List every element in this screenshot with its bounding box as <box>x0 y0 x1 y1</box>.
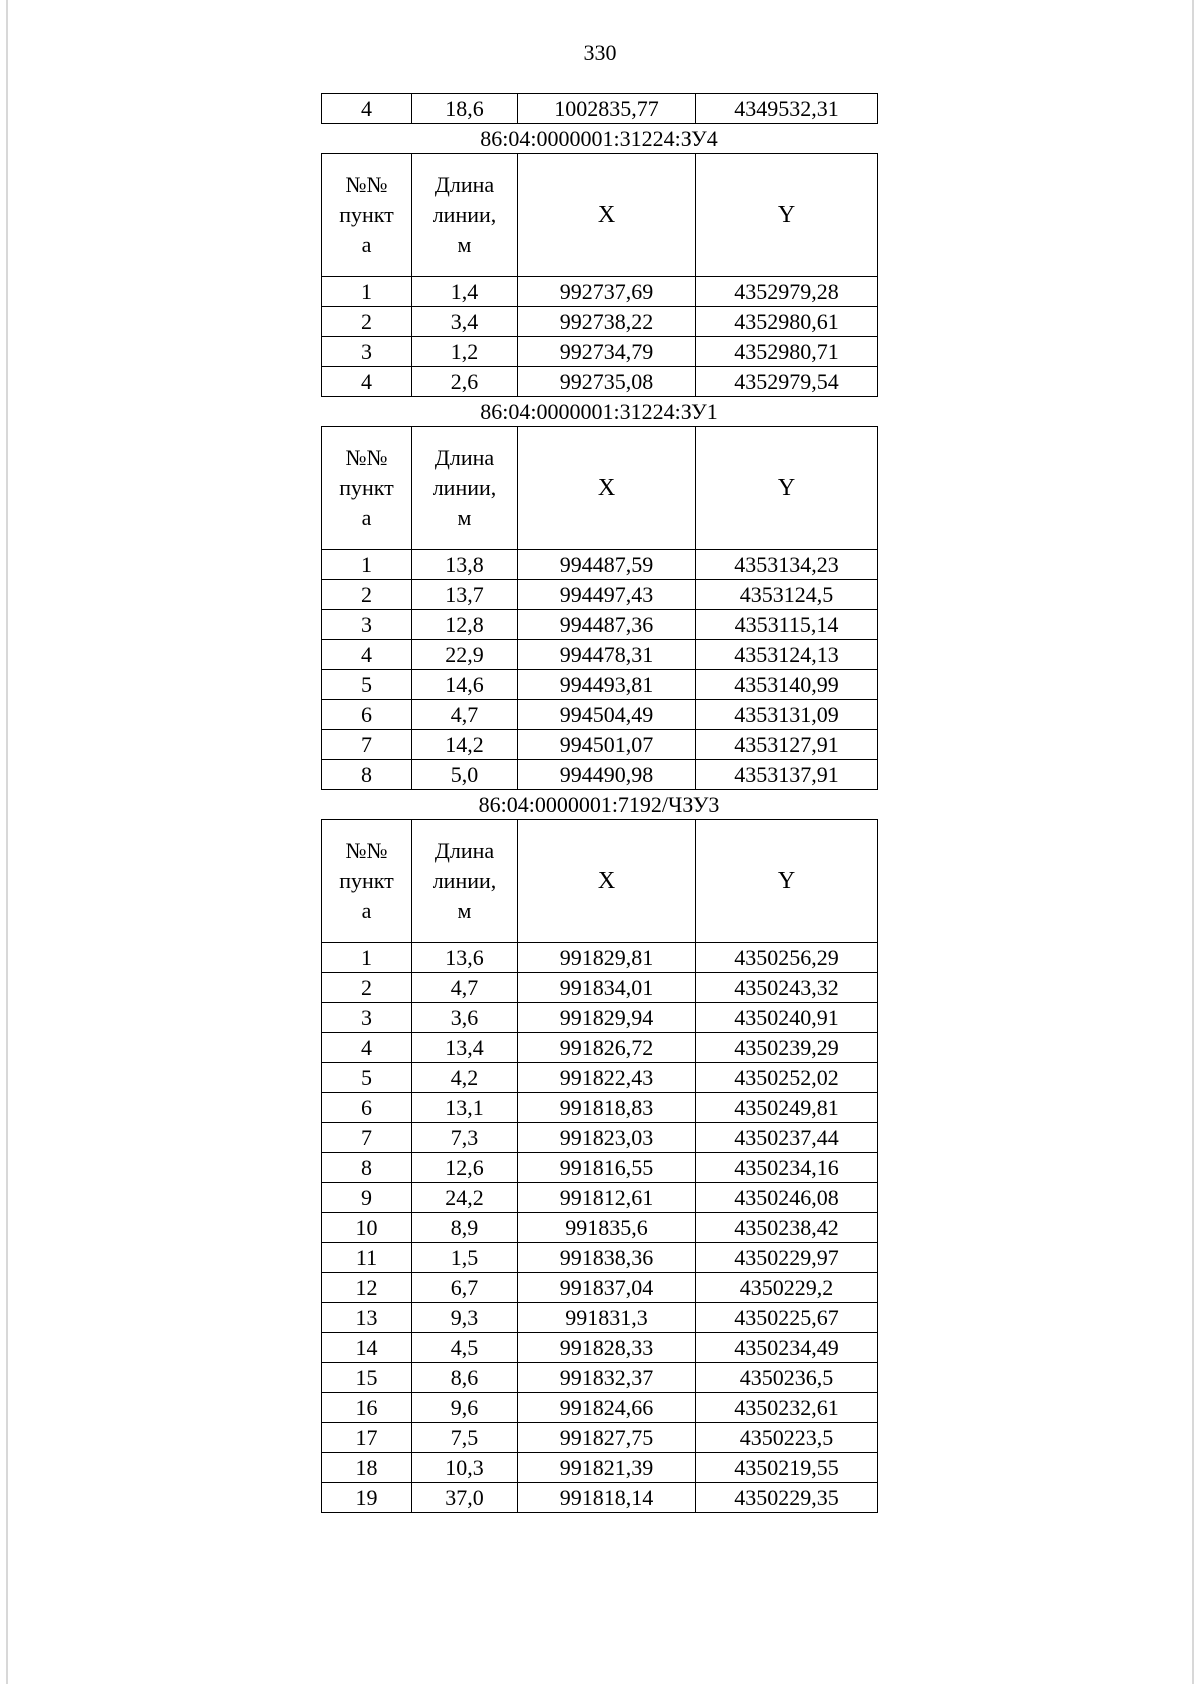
header-line-length <box>412 820 518 943</box>
header-line-length <box>412 154 518 277</box>
header-y: Y <box>696 427 878 550</box>
page-number: 330 <box>583 40 617 65</box>
coordinate-tables <box>321 93 877 1513</box>
point-number-cell: 14 <box>322 1333 412 1363</box>
table-row <box>322 1303 878 1333</box>
table-row <box>322 1213 878 1243</box>
point-number-cell: 17 <box>322 1423 412 1453</box>
y-coordinate-cell: 4350232,61 <box>696 1393 878 1423</box>
y-coordinate-cell: 4353140,99 <box>696 670 878 700</box>
header-y: Y <box>696 820 878 943</box>
table-row <box>322 1093 878 1123</box>
y-coordinate-cell: 4353115,14 <box>696 610 878 640</box>
line-length-cell: 24,2 <box>412 1183 518 1213</box>
y-coordinate-cell: 4352980,61 <box>696 307 878 337</box>
section-title: 86:04:0000001:7192/ЧЗУ3 <box>478 792 720 817</box>
y-coordinate-cell: 4353124,5 <box>696 580 878 610</box>
line-length-cell: 3,4 <box>412 307 518 337</box>
header-point-number <box>322 154 412 277</box>
y-coordinate-cell: 4350219,55 <box>696 1453 878 1483</box>
header-y: Y <box>696 154 878 277</box>
point-number-cell: 5 <box>322 1063 412 1093</box>
y-coordinate-cell: 4350234,16 <box>696 1153 878 1183</box>
header-line-length-line: м <box>457 505 472 530</box>
header-row <box>322 427 878 550</box>
x-coordinate-cell: 994478,31 <box>518 640 696 670</box>
point-number-cell: 5 <box>322 670 412 700</box>
line-length-cell: 12,6 <box>412 1153 518 1183</box>
point-number-cell: 13 <box>322 1303 412 1333</box>
x-coordinate-cell: 991835,6 <box>518 1213 696 1243</box>
line-length-cell: 4,2 <box>412 1063 518 1093</box>
x-coordinate-cell: 1002835,77 <box>518 94 696 124</box>
y-coordinate-cell: 4353127,91 <box>696 730 878 760</box>
point-number-cell: 1 <box>322 550 412 580</box>
y-coordinate-cell: 4350246,08 <box>696 1183 878 1213</box>
table-row <box>322 1183 878 1213</box>
x-coordinate-cell: 994497,43 <box>518 580 696 610</box>
table-row <box>322 1453 878 1483</box>
y-coordinate-cell: 4350240,91 <box>696 1003 878 1033</box>
line-length-cell: 8,9 <box>412 1213 518 1243</box>
table-row <box>322 307 878 337</box>
x-coordinate-cell: 991827,75 <box>518 1423 696 1453</box>
table-row <box>322 700 878 730</box>
header-row <box>322 154 878 277</box>
y-coordinate-cell: 4350252,02 <box>696 1063 878 1093</box>
table-row <box>322 367 878 397</box>
point-number-cell: 2 <box>322 973 412 1003</box>
point-number-cell: 4 <box>322 1033 412 1063</box>
coordinate-table <box>321 819 878 1513</box>
header-point-number-line: №№ <box>345 445 388 470</box>
header-row <box>322 820 878 943</box>
x-coordinate-cell: 991826,72 <box>518 1033 696 1063</box>
line-length-cell: 3,6 <box>412 1003 518 1033</box>
header-point-number-line: пункт <box>339 475 394 500</box>
y-coordinate-cell: 4350249,81 <box>696 1093 878 1123</box>
line-length-cell: 13,6 <box>412 943 518 973</box>
y-coordinate-cell: 4352980,71 <box>696 337 878 367</box>
x-coordinate-cell: 992738,22 <box>518 307 696 337</box>
table-row <box>322 1033 878 1063</box>
y-coordinate-cell: 4350225,67 <box>696 1303 878 1333</box>
table-row <box>322 640 878 670</box>
line-length-cell: 4,7 <box>412 700 518 730</box>
header-point-number-line: пункт <box>339 868 394 893</box>
header-x: X <box>518 820 696 943</box>
point-number-cell: 3 <box>322 337 412 367</box>
header-line-length-line: Длина <box>434 445 495 470</box>
line-length-cell: 37,0 <box>412 1483 518 1513</box>
line-length-cell: 1,5 <box>412 1243 518 1273</box>
x-coordinate-cell: 991832,37 <box>518 1363 696 1393</box>
x-coordinate-cell: 991818,83 <box>518 1093 696 1123</box>
x-coordinate-cell: 994490,98 <box>518 760 696 790</box>
point-number-cell: 4 <box>322 640 412 670</box>
x-coordinate-cell: 992737,69 <box>518 277 696 307</box>
table-row <box>322 1063 878 1093</box>
line-length-cell: 9,3 <box>412 1303 518 1333</box>
y-coordinate-cell: 4350237,44 <box>696 1123 878 1153</box>
point-number-cell: 2 <box>322 307 412 337</box>
y-coordinate-cell: 4352979,54 <box>696 367 878 397</box>
header-line-length-line: м <box>457 232 472 257</box>
table-row <box>322 610 878 640</box>
point-number-cell: 4 <box>322 94 412 124</box>
x-coordinate-cell: 991818,14 <box>518 1483 696 1513</box>
line-length-cell: 5,0 <box>412 760 518 790</box>
y-coordinate-cell: 4349532,31 <box>696 94 878 124</box>
y-coordinate-cell: 4350236,5 <box>696 1363 878 1393</box>
header-point-number-line: №№ <box>345 838 388 863</box>
header-line-length-line: линии, <box>432 475 497 500</box>
point-number-cell: 3 <box>322 610 412 640</box>
x-coordinate-cell: 994487,59 <box>518 550 696 580</box>
header-point-number-line: а <box>361 898 372 923</box>
header-line-length-line: линии, <box>432 868 497 893</box>
point-number-cell: 2 <box>322 580 412 610</box>
x-coordinate-cell: 991822,43 <box>518 1063 696 1093</box>
point-number-cell: 3 <box>322 1003 412 1033</box>
header-point-number-line: а <box>361 232 372 257</box>
x-coordinate-cell: 994493,81 <box>518 670 696 700</box>
table-row <box>322 1243 878 1273</box>
y-coordinate-cell: 4350234,49 <box>696 1333 878 1363</box>
point-number-cell: 7 <box>322 730 412 760</box>
line-length-cell: 13,7 <box>412 580 518 610</box>
header-line-length-line: Длина <box>434 172 495 197</box>
y-coordinate-cell: 4353124,13 <box>696 640 878 670</box>
table-row <box>322 337 878 367</box>
x-coordinate-cell: 991828,33 <box>518 1333 696 1363</box>
table-row <box>322 1123 878 1153</box>
x-coordinate-cell: 991829,94 <box>518 1003 696 1033</box>
section-title: 86:04:0000001:31224:ЗУ4 <box>480 126 718 151</box>
line-length-cell: 14,2 <box>412 730 518 760</box>
y-coordinate-cell: 4353137,91 <box>696 760 878 790</box>
header-line-length-line: м <box>457 898 472 923</box>
line-length-cell: 6,7 <box>412 1273 518 1303</box>
header-line-length-line: Длина <box>434 838 495 863</box>
y-coordinate-cell: 4350238,42 <box>696 1213 878 1243</box>
point-number-cell: 15 <box>322 1363 412 1393</box>
line-length-cell: 8,6 <box>412 1363 518 1393</box>
line-length-cell: 12,8 <box>412 610 518 640</box>
x-coordinate-cell: 992734,79 <box>518 337 696 367</box>
point-number-cell: 11 <box>322 1243 412 1273</box>
line-length-cell: 13,4 <box>412 1033 518 1063</box>
x-coordinate-cell: 991837,04 <box>518 1273 696 1303</box>
y-coordinate-cell: 4350229,35 <box>696 1483 878 1513</box>
table-row <box>322 1363 878 1393</box>
point-number-cell: 8 <box>322 760 412 790</box>
point-number-cell: 8 <box>322 1153 412 1183</box>
line-length-cell: 2,6 <box>412 367 518 397</box>
header-line-length-line: линии, <box>432 202 497 227</box>
x-coordinate-cell: 991812,61 <box>518 1183 696 1213</box>
table-row <box>322 1273 878 1303</box>
line-length-cell: 4,5 <box>412 1333 518 1363</box>
point-number-cell: 16 <box>322 1393 412 1423</box>
y-coordinate-cell: 4353134,23 <box>696 550 878 580</box>
header-x: X <box>518 427 696 550</box>
x-coordinate-cell: 991831,3 <box>518 1303 696 1333</box>
line-length-cell: 10,3 <box>412 1453 518 1483</box>
header-point-number-line: а <box>361 505 372 530</box>
table-row <box>322 277 878 307</box>
header-x: X <box>518 154 696 277</box>
line-length-cell: 7,3 <box>412 1123 518 1153</box>
table-row <box>322 1153 878 1183</box>
line-length-cell: 13,1 <box>412 1093 518 1123</box>
point-number-cell: 12 <box>322 1273 412 1303</box>
scan-edge-right <box>1192 0 1194 1684</box>
point-number-cell: 4 <box>322 367 412 397</box>
lead-table <box>321 93 878 124</box>
point-number-cell: 6 <box>322 1093 412 1123</box>
point-number-cell: 7 <box>322 1123 412 1153</box>
scan-edge-left <box>6 0 8 1684</box>
point-number-cell: 9 <box>322 1183 412 1213</box>
x-coordinate-cell: 991834,01 <box>518 973 696 1003</box>
table-row <box>322 580 878 610</box>
x-coordinate-cell: 991816,55 <box>518 1153 696 1183</box>
table-row <box>322 1423 878 1453</box>
table-row <box>322 973 878 1003</box>
y-coordinate-cell: 4350239,29 <box>696 1033 878 1063</box>
y-coordinate-cell: 4353131,09 <box>696 700 878 730</box>
y-coordinate-cell: 4350229,2 <box>696 1273 878 1303</box>
x-coordinate-cell: 994504,49 <box>518 700 696 730</box>
line-length-cell: 14,6 <box>412 670 518 700</box>
x-coordinate-cell: 991821,39 <box>518 1453 696 1483</box>
line-length-cell: 1,2 <box>412 337 518 367</box>
header-line-length <box>412 427 518 550</box>
x-coordinate-cell: 994487,36 <box>518 610 696 640</box>
x-coordinate-cell: 991829,81 <box>518 943 696 973</box>
table-row <box>322 550 878 580</box>
line-length-cell: 7,5 <box>412 1423 518 1453</box>
x-coordinate-cell: 991824,66 <box>518 1393 696 1423</box>
point-number-cell: 1 <box>322 277 412 307</box>
x-coordinate-cell: 994501,07 <box>518 730 696 760</box>
x-coordinate-cell: 991838,36 <box>518 1243 696 1273</box>
y-coordinate-cell: 4350243,32 <box>696 973 878 1003</box>
table-row <box>322 1483 878 1513</box>
x-coordinate-cell: 992735,08 <box>518 367 696 397</box>
header-point-number-line: №№ <box>345 172 388 197</box>
table-row <box>322 1393 878 1423</box>
table-row <box>322 760 878 790</box>
table-row <box>322 1003 878 1033</box>
y-coordinate-cell: 4350256,29 <box>696 943 878 973</box>
y-coordinate-cell: 4350223,5 <box>696 1423 878 1453</box>
point-number-cell: 19 <box>322 1483 412 1513</box>
table-row <box>322 1333 878 1363</box>
coordinate-table <box>321 153 878 397</box>
line-length-cell: 18,6 <box>412 94 518 124</box>
point-number-cell: 1 <box>322 943 412 973</box>
x-coordinate-cell: 991823,03 <box>518 1123 696 1153</box>
point-number-cell: 6 <box>322 700 412 730</box>
table-row <box>322 670 878 700</box>
line-length-cell: 22,9 <box>412 640 518 670</box>
y-coordinate-cell: 4350229,97 <box>696 1243 878 1273</box>
line-length-cell: 13,8 <box>412 550 518 580</box>
table-row <box>322 94 878 124</box>
y-coordinate-cell: 4352979,28 <box>696 277 878 307</box>
section-title: 86:04:0000001:31224:ЗУ1 <box>480 399 718 424</box>
table-row <box>322 730 878 760</box>
header-point-number <box>322 427 412 550</box>
line-length-cell: 9,6 <box>412 1393 518 1423</box>
table-row <box>322 943 878 973</box>
coordinate-table <box>321 426 878 790</box>
point-number-cell: 10 <box>322 1213 412 1243</box>
line-length-cell: 1,4 <box>412 277 518 307</box>
header-point-number <box>322 820 412 943</box>
line-length-cell: 4,7 <box>412 973 518 1003</box>
point-number-cell: 18 <box>322 1453 412 1483</box>
header-point-number-line: пункт <box>339 202 394 227</box>
